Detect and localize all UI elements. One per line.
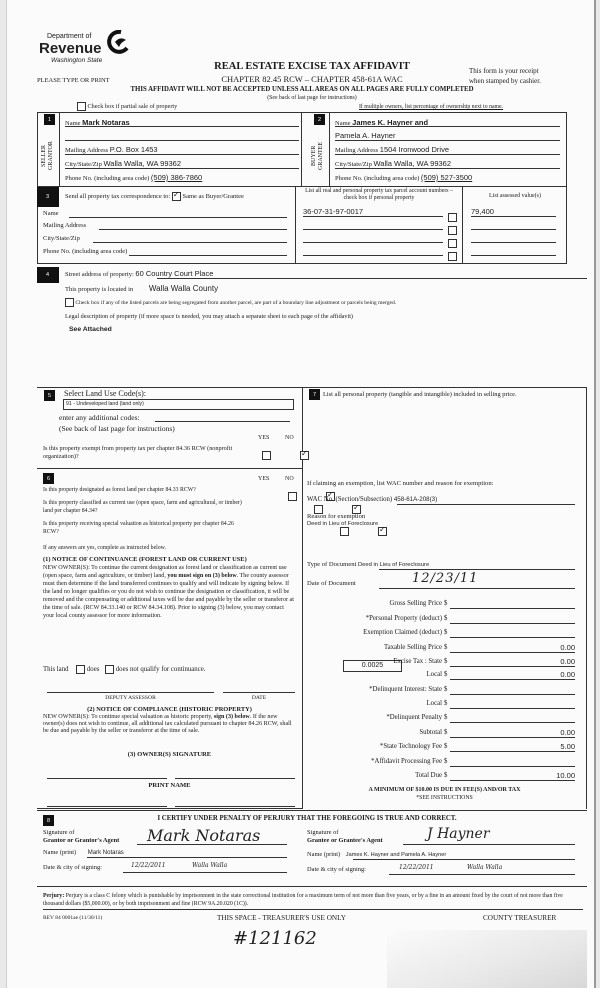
currency-symbol: $ (444, 758, 448, 765)
notice-text-part: NEW OWNER(S): To continue the current designation as forest land or classification as current use (open space, farm and agriculture, or timber) land, (43, 565, 287, 579)
print-name-line-1[interactable] (47, 806, 167, 807)
seller-name-label: Name (65, 120, 81, 127)
please-type-note: PLEASE TYPE OR PRINT (37, 77, 110, 84)
instructions-note: (See back of last page for instructions) (267, 95, 357, 101)
this-land-label: This land (43, 666, 69, 674)
handwritten-receipt-number: #121162 (233, 928, 317, 949)
nonprofit-question: Is this property exempt from property tax per chapter 84.36 RCW (nonprofit organization)? (43, 445, 233, 460)
field-line (137, 844, 287, 845)
buyer-phone-row (335, 173, 472, 182)
divider (329, 112, 330, 186)
legal-description-label: Legal description of property (if more space is needed, you may attach a separate sheet to each page of the affidavit) (65, 313, 353, 320)
assessed-value-field[interactable] (471, 220, 556, 230)
corr-mailing-field[interactable] (99, 229, 287, 230)
current-use-question: Is this property classified as current use (open space, farm and agricultural, or timber) land per chapter 84.34? (43, 500, 242, 514)
tax-row-processing-fee (307, 756, 575, 770)
perjury-bold: Perjury: (43, 893, 65, 899)
tax-row-value[interactable] (450, 713, 575, 723)
buyer-mailing-field[interactable]: 1504 Ironwood Drive (379, 145, 449, 154)
field-line (335, 154, 560, 155)
section-8-number: 8 (43, 815, 54, 826)
additional-codes-field[interactable] (155, 421, 290, 422)
tax-row-value[interactable] (450, 614, 575, 624)
seller-mailing-label: Mailing Address (65, 147, 109, 154)
page-curl-shadow (387, 930, 587, 988)
field-line (87, 857, 287, 858)
logo-line2: Revenue (39, 40, 102, 57)
if-yes-note: If any answers are yes, complete as instructed below. (43, 545, 166, 551)
parcel-number-field[interactable] (303, 220, 443, 230)
corr-city-field[interactable] (93, 242, 287, 243)
grantor-city-field[interactable]: Walla Walla (192, 862, 228, 869)
same-as-buyer-label: Same as Buyer/Grantee (182, 192, 244, 200)
currency-symbol: $ (444, 772, 448, 779)
exemption-label: If claiming an exemption, list WAC number and reason for exemption: (307, 480, 494, 487)
grantee-name-row (307, 851, 446, 858)
historic-yes-checkbox[interactable] (340, 527, 349, 536)
corr-name-field[interactable] (69, 217, 287, 218)
section-7-number: 7 (309, 389, 320, 400)
does-not-label: does not qualify for continuance. (115, 666, 206, 674)
corr-city-label: City/State/Zip (43, 235, 80, 242)
tax-row-value[interactable]: 0.00 (450, 657, 575, 667)
tax-row-label: Local (426, 671, 442, 678)
doc-type-row (307, 561, 429, 568)
doc-type-label: Type of Document (307, 561, 357, 568)
parcel-row (303, 206, 561, 219)
grantee-label: GRANTEE (318, 142, 324, 170)
no-header: NO (285, 476, 294, 482)
field-line (379, 588, 575, 589)
owner-signature-line-1[interactable] (47, 778, 167, 779)
field-line (157, 278, 587, 279)
tax-row-label: *State Technology Fee (379, 743, 442, 750)
additional-codes-label: enter any additional codes: (59, 413, 140, 422)
notice-compliance-text (43, 714, 296, 735)
notice-text-part: . If the new owner(s) does not wish to continue, all additional tax calculated pursuant to chapter 84.26 RCW, shall be due and payable by the seller or transferor at the time of sale. (43, 714, 292, 734)
tax-row-label: *Delinquent Interest: State (369, 686, 442, 693)
buyer-name-field-2[interactable]: Pamela A. Hayner (335, 131, 396, 140)
segregated-checkbox[interactable] (65, 298, 74, 307)
tax-row-value[interactable]: 0.00 (450, 643, 575, 653)
does-qualify-checkbox[interactable] (76, 665, 85, 674)
section-3-number: 3 (42, 191, 53, 202)
located-row (65, 284, 218, 293)
local-rate-field[interactable]: 0.0025 (343, 660, 402, 672)
grantee-date-label: Date & city of signing: (307, 866, 366, 873)
county-treasurer-label: COUNTY TREASURER (483, 914, 557, 922)
tax-row-total (307, 770, 575, 785)
date-label: DATE (251, 695, 267, 701)
print-name-label: PRINT NAME (148, 782, 191, 789)
section-4-number: 4 (42, 269, 53, 280)
historic-question: Is this property receiving special valuation as historical property per chapter 84.26 RCW? (43, 521, 234, 535)
notice-text-part: NEW OWNER(S): To continue special valuation as historic property, (43, 714, 213, 720)
grantor-name-label: Name (print) (43, 849, 77, 856)
perjury-notice (43, 892, 583, 910)
corr-phone-field[interactable] (129, 255, 287, 256)
buyer-city-label: City/State/Zip (335, 161, 372, 168)
logo-line1: Department of (47, 33, 92, 40)
corr-name-label: Name (43, 210, 59, 217)
notice-continuance-title: (1) NOTICE OF CONTINUANCE (FOREST LAND OR CURRENT USE) (43, 556, 247, 563)
street-address-row (65, 269, 213, 278)
parcel-row (303, 232, 561, 245)
land-use-instructions: (See back of last page for instructions) (59, 424, 175, 433)
assessed-value-field[interactable] (471, 233, 556, 243)
grantor-date-field[interactable]: 12/22/2011 (131, 862, 166, 869)
currency-symbol: $ (444, 671, 448, 678)
owner-signature-title: (3) OWNER(S) SIGNATURE (127, 751, 212, 758)
treasurer-use-label: THIS SPACE - TREASURER'S USE ONLY (217, 914, 346, 922)
logo-line3: Washington State (51, 57, 103, 64)
field-line (379, 569, 575, 570)
corr-phone-label: Phone No. (including area code) (43, 248, 128, 255)
nonprofit-yes-checkbox[interactable] (262, 451, 271, 460)
buyer-label: BUYER (311, 145, 317, 167)
tax-row-taxable (307, 642, 575, 656)
tax-row-label: *Affidavit Processing Fee (371, 758, 442, 765)
grantor-signature-field[interactable]: Mark Notaras (147, 826, 261, 845)
buyer-city-row (335, 159, 451, 168)
form-id: REV 84 0001ae (11/30/11) (43, 915, 103, 921)
grantor-signature-label (43, 829, 119, 845)
field-line (389, 874, 575, 875)
field-line (335, 140, 560, 141)
partial-sale-checkbox[interactable] (77, 102, 86, 111)
grantee-city-field[interactable]: Walla Walla (467, 864, 503, 871)
tax-row-value[interactable] (450, 599, 575, 609)
tax-row-local (307, 669, 575, 684)
grantee-name-field[interactable]: James K. Hayner and Pamela A. Hayner (345, 852, 447, 858)
buyer-name-field[interactable]: James K. Hayner and (352, 118, 429, 127)
seller-phone-label: Phone No. (including area code) (65, 175, 150, 182)
tax-row-label: *Delinquent Penalty (386, 714, 442, 721)
does-label: does (86, 666, 100, 674)
see-instructions-note: *SEE INSTRUCTIONS (416, 795, 473, 801)
tax-row-label: Total Due (415, 772, 442, 779)
parcel-row (303, 219, 561, 232)
seller-label: SELLER (41, 145, 47, 167)
tax-row-value[interactable] (450, 685, 575, 695)
wac-field[interactable]: 458-61A-208(3) (393, 496, 438, 503)
doc-date-field[interactable]: 12/23/11 (412, 571, 479, 586)
buyer-mailing-label: Mailing Address (335, 147, 379, 154)
assessed-value-field[interactable] (471, 246, 556, 256)
tax-row-delinquent-local (307, 698, 575, 712)
certify-statement: I CERTIFY UNDER PENALTY OF PERJURY THAT THE FOREGOING IS TRUE AND CORRECT. (157, 815, 457, 822)
currency-symbol: $ (444, 658, 448, 665)
seller-mailing-row (65, 145, 158, 154)
parcel-number-field[interactable] (303, 246, 443, 256)
doc-date-label: Date of Document (307, 580, 356, 587)
field-line (335, 168, 560, 169)
tax-row-personal (307, 613, 575, 627)
doc-type-field[interactable]: Deed in Lieu of Foreclosure (358, 562, 430, 568)
field-line (65, 168, 299, 169)
land-use-title: Select Land Use Code(s): (64, 389, 146, 398)
send-label: Send all property tax correspondence to: (65, 192, 171, 200)
grantee-date-field[interactable]: 12/22/2011 (399, 864, 434, 871)
minimum-due-note: A MINIMUM OF $10.00 IS DUE IN FEE(S) AND/OR TAX (368, 787, 521, 793)
warning-text: THIS AFFIDAVIT WILL NOT BE ACCEPTED UNLESS ALL AREAS ON ALL PAGES ARE FULLY COMPLETED (130, 86, 474, 93)
nonprofit-no-checkbox[interactable] (300, 451, 309, 460)
tax-row-gross (307, 598, 575, 613)
seller-city-field[interactable]: Walla Walla, WA 99362 (103, 159, 181, 168)
currency-symbol: $ (444, 615, 448, 622)
tax-row-delinquent-state (307, 684, 575, 698)
divider (295, 187, 296, 264)
tax-row-tech-fee (307, 741, 575, 756)
personal-property-label: List all personal property (tangible and intangible) included in selling price. (323, 391, 517, 398)
currency-symbol: $ (444, 700, 448, 707)
field-line (353, 859, 575, 860)
seller-name-field[interactable]: Mark Notaras (82, 118, 130, 127)
assessed-value-field[interactable]: 79,400 (471, 207, 556, 217)
same-as-buyer-checkbox[interactable] (172, 192, 181, 201)
owner-signature-line-2[interactable] (175, 778, 295, 779)
segregated-row (65, 298, 396, 307)
dor-logo (39, 30, 129, 66)
notice-text-bold: sign (3) below (213, 714, 250, 720)
personal-property-checkbox[interactable] (448, 252, 457, 261)
seller-city-label: City/State/Zip (65, 161, 102, 168)
section-5-number: 5 (44, 390, 55, 401)
field-line (123, 872, 287, 873)
buyer-mailing-row (335, 145, 449, 154)
partial-sale-label: Check box if partial sale of property (87, 102, 178, 110)
tax-row-label: Excise Tax : State (393, 658, 442, 665)
field-line (403, 844, 575, 845)
seller-name-field-2[interactable] (65, 140, 299, 141)
tax-row-value[interactable] (450, 628, 575, 638)
notice-text-part: . The county assessor must then determine if the land transferred continues to qualify and will indicate by signing below. If the land no longer qualifies or you do not wish to continue the designation or classification, it will be removed and the compensating or additional taxes will be due and payable by the seller or transferor at the time of sale. (RCW 84.33.140 or RCW 84.34.108). Prior to signing (3) below, you may contact your local county assessor for more information. (43, 573, 294, 619)
grantor-date-label: Date & city of signing: (43, 864, 102, 871)
buyer-name-label: Name (335, 120, 351, 127)
deputy-assessor-signature-line[interactable] (47, 692, 214, 693)
assessed-header: List assessed value(s) (489, 193, 541, 199)
grantor-name-row (43, 849, 124, 856)
divider (59, 112, 60, 186)
tax-row-value[interactable]: 10.00 (450, 771, 575, 781)
continuance-row (43, 665, 205, 674)
tax-row-label: Gross Selling Price (389, 600, 442, 607)
seller-phone-field[interactable]: (509) 386-7860 (150, 173, 203, 182)
currency-symbol: $ (444, 629, 448, 636)
land-use-code-select[interactable]: 91 - Undeveloped land (land only) (63, 399, 294, 410)
sig-label-1: Signature of (43, 829, 75, 836)
tax-row-exemption (307, 627, 575, 642)
notice-continuance-text (43, 564, 296, 620)
no-header: NO (285, 435, 294, 441)
receipt-note-1: This form is your receipt (469, 67, 539, 75)
affidavit-page (6, 0, 596, 988)
parcel-list (303, 206, 561, 258)
tax-row-label: Subtotal (419, 729, 442, 736)
buyer-city-field[interactable]: Walla Walla, WA 99362 (373, 159, 451, 168)
street-address-label: Street address of property: (65, 271, 134, 278)
sig-label-1: Signature of (307, 829, 339, 836)
section-6-number: 6 (43, 473, 54, 484)
currency-symbol: $ (444, 644, 448, 651)
tax-row-subtotal (307, 727, 575, 741)
grantee-signature-label (307, 829, 383, 845)
reason-label: Reason for exemption (307, 513, 366, 520)
currency-symbol: $ (444, 686, 448, 693)
form-subtitle: CHAPTER 82.45 RCW – CHAPTER 458-61A WAC (221, 74, 403, 84)
yes-header: YES (258, 435, 270, 441)
corr-mailing-label: Mailing Address (43, 222, 87, 229)
currency-symbol: $ (444, 600, 448, 607)
currency-symbol: $ (444, 714, 448, 721)
divider (301, 112, 302, 186)
notice-compliance-title: (2) NOTICE OF COMPLIANCE (HISTORIC PROPERTY) (87, 706, 252, 713)
forest-land-question: Is this property designated as forest land per chapter 84.33 RCW? (43, 487, 196, 493)
grantor-name-field[interactable]: Mark Notaras (87, 850, 124, 856)
seller-city-row (65, 159, 181, 168)
historic-no-checkbox[interactable] (378, 527, 387, 536)
dor-logo-icon (107, 30, 129, 54)
tax-row-state (307, 656, 575, 669)
parcel-header: List all real and personal property tax parcel account numbers – check box if personal property (305, 188, 453, 201)
assessor-date-line[interactable] (223, 692, 295, 693)
segregated-label: Check box if any of the listed parcels are being segregated from another parcel, are part of a boundary line adjustment or parcels being merged. (75, 299, 397, 306)
currency-symbol: $ (444, 743, 448, 750)
yes-header: YES (258, 476, 270, 482)
perjury-text: Perjury is a class C felony which is punishable by imprisonment in the state correctional institution for a maximum term of not more than five years, or by a fine in an amount fixed by the court of not more than five thousand dollars ($5,000.00), or by both imprisonment and fine (RCW 9A.20.020 (1C)). (43, 893, 563, 907)
does-not-qualify-checkbox[interactable] (105, 665, 114, 674)
multiple-owners-note: If multiple owners, list percentage of ownership next to name. (359, 104, 504, 110)
county-field[interactable]: Walla Walla County (148, 284, 219, 293)
field-line (65, 126, 299, 127)
street-address-field[interactable]: 60 Country Court Place (135, 269, 214, 278)
buyer-side-label (311, 130, 329, 182)
buyer-phone-field[interactable]: (509) 527-3500 (420, 173, 473, 182)
buyer-phone-label: Phone No. (including area code) (335, 175, 420, 182)
deputy-assessor-label: DEPUTY ASSESSOR (105, 695, 156, 701)
tax-row-label: Exemption Claimed (deduct) (363, 629, 442, 636)
located-label: This property is located in (65, 286, 134, 293)
parcel-number-field[interactable] (303, 233, 443, 243)
tax-row-label: Taxable Selling Price (383, 644, 442, 651)
reason-field[interactable]: Deed in Lieu of Foreclosure (307, 521, 379, 527)
field-line (335, 126, 560, 127)
tax-table (307, 598, 575, 785)
parcel-number-field[interactable]: 36-07-31-97-0017 (303, 207, 443, 217)
notice-text-bold: you must sign on (3) below (167, 573, 237, 579)
parcel-row (303, 245, 561, 258)
grantee-signature-field[interactable]: J Hayner (427, 826, 490, 842)
field-line (65, 154, 299, 155)
tax-row-value[interactable]: 0.00 (450, 728, 575, 738)
seller-mailing-field[interactable]: P.O. Box 1453 (109, 145, 158, 154)
tax-row-label: Local (426, 700, 442, 707)
currency-symbol: $ (444, 729, 448, 736)
forest-yes-checkbox[interactable] (288, 492, 297, 501)
field-line (397, 504, 575, 505)
tax-row-value[interactable] (450, 699, 575, 709)
tax-row-value[interactable]: 0.00 (450, 670, 575, 680)
tax-row-value[interactable]: 5.00 (450, 742, 575, 752)
print-name-line-2[interactable] (175, 806, 295, 807)
wac-label: WAC No. (Section/Subsection) (307, 496, 393, 503)
receipt-note-2: when stamped by cashier. (469, 77, 541, 85)
form-title: REAL ESTATE EXCISE TAX AFFIDAVIT (214, 61, 410, 72)
grantee-name-label: Name (print) (307, 851, 341, 858)
seller-side-label (41, 130, 59, 182)
section-1-number: 1 (44, 114, 55, 125)
divider (37, 186, 567, 187)
tax-row-label: *Personal Property (deduct) (365, 615, 442, 622)
send-correspondence-row (65, 192, 244, 201)
wac-row (307, 496, 437, 503)
grantor-label: GRANTOR (48, 141, 54, 171)
partial-sale-row (77, 102, 177, 111)
tax-row-penalty (307, 712, 575, 727)
divider (37, 468, 303, 469)
seller-phone-row (65, 173, 202, 182)
section-2-number: 2 (314, 114, 325, 125)
legal-description-field[interactable]: See Attached (69, 326, 112, 333)
sig-label-2: Grantor or Grantor's Agent (43, 837, 120, 844)
tax-row-value[interactable] (450, 757, 575, 767)
sig-label-2: Grantee or Grantee's Agent (307, 837, 383, 844)
additional-codes-row (59, 413, 140, 422)
